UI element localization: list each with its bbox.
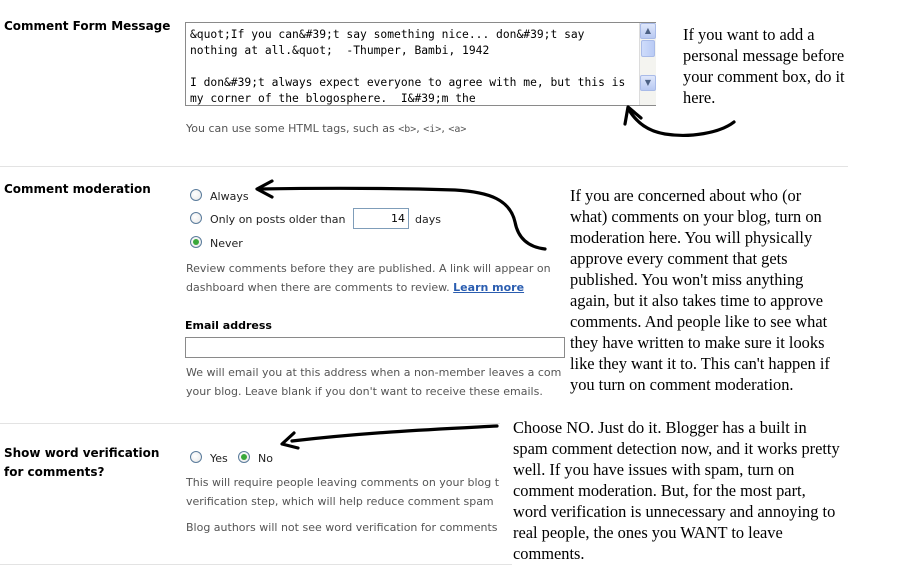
arrow-to-always-option	[260, 188, 545, 249]
comment-moderation-label: Comment moderation	[4, 182, 151, 196]
annotation-moderation-note: If you are concerned about who (or what) comments on your blog, turn on moderation here. You will physically approve every comment that gets published. You won't miss anything again, but it also takes time to approve comments. And people like to see what they have written to make sure it looks like they want it to. This can't happen if you turn on comment moderation.	[566, 185, 892, 395]
word-verification-label-line1: Show word verification	[4, 446, 160, 460]
email-help-line2: your blog. Leave blank if you don't want to receive these emails.	[186, 385, 543, 398]
tag-a: <a>	[448, 124, 467, 135]
learn-more-link[interactable]: Learn more	[453, 281, 525, 294]
tag-i: <i>	[423, 124, 442, 135]
comment-form-message-label: Comment Form Message	[4, 19, 171, 33]
scroll-up-icon[interactable]: ▲	[640, 23, 656, 39]
arrow-to-message-box	[629, 110, 734, 135]
tag-b: <b>	[398, 124, 417, 135]
word-verification-help-line3: Blog authors will not see word verification for comments	[186, 521, 498, 534]
tag-separator: ,	[441, 122, 445, 135]
radio-always-label: Always	[210, 190, 249, 203]
word-verification-label-line2: for comments?	[4, 465, 105, 479]
arrow-to-no-option	[292, 426, 497, 441]
html-tags-hint-text: You can use some HTML tags, such as	[186, 122, 395, 135]
radio-never-label: Never	[210, 237, 243, 250]
radio-older-than-label: Only on posts older than	[210, 213, 346, 226]
days-unit-label: days	[415, 213, 441, 226]
moderation-help-line2-text: dashboard when there are comments to review.	[186, 281, 450, 294]
email-help-line1: We will email you at this address when a non-member leaves a com	[186, 366, 562, 379]
email-address-label: Email address	[185, 319, 272, 332]
radio-no-label: No	[258, 452, 273, 465]
word-verification-help-line1: This will require people leaving comments on your blog t	[186, 476, 500, 489]
moderation-help-line1: Review comments before they are published. A link will appear on	[186, 262, 551, 275]
annotation-message-note: If you want to add a personal message before your comment box, do it here.	[683, 24, 888, 108]
scroll-down-icon[interactable]: ▼	[640, 75, 656, 91]
word-verification-help-line2: verification step, which will help reduce comment spam	[186, 495, 494, 508]
tag-separator: ,	[416, 122, 420, 135]
annotation-verification-note: Choose NO. Just do it. Blogger has a built in spam comment detection now, and it works pretty well. If you have issues with spam, turn on comment moderation. But, for the most part, word verification is unnecessary and annoying to real people, the ones you WANT to leave comments.	[510, 417, 898, 564]
radio-yes-label: Yes	[210, 452, 228, 465]
